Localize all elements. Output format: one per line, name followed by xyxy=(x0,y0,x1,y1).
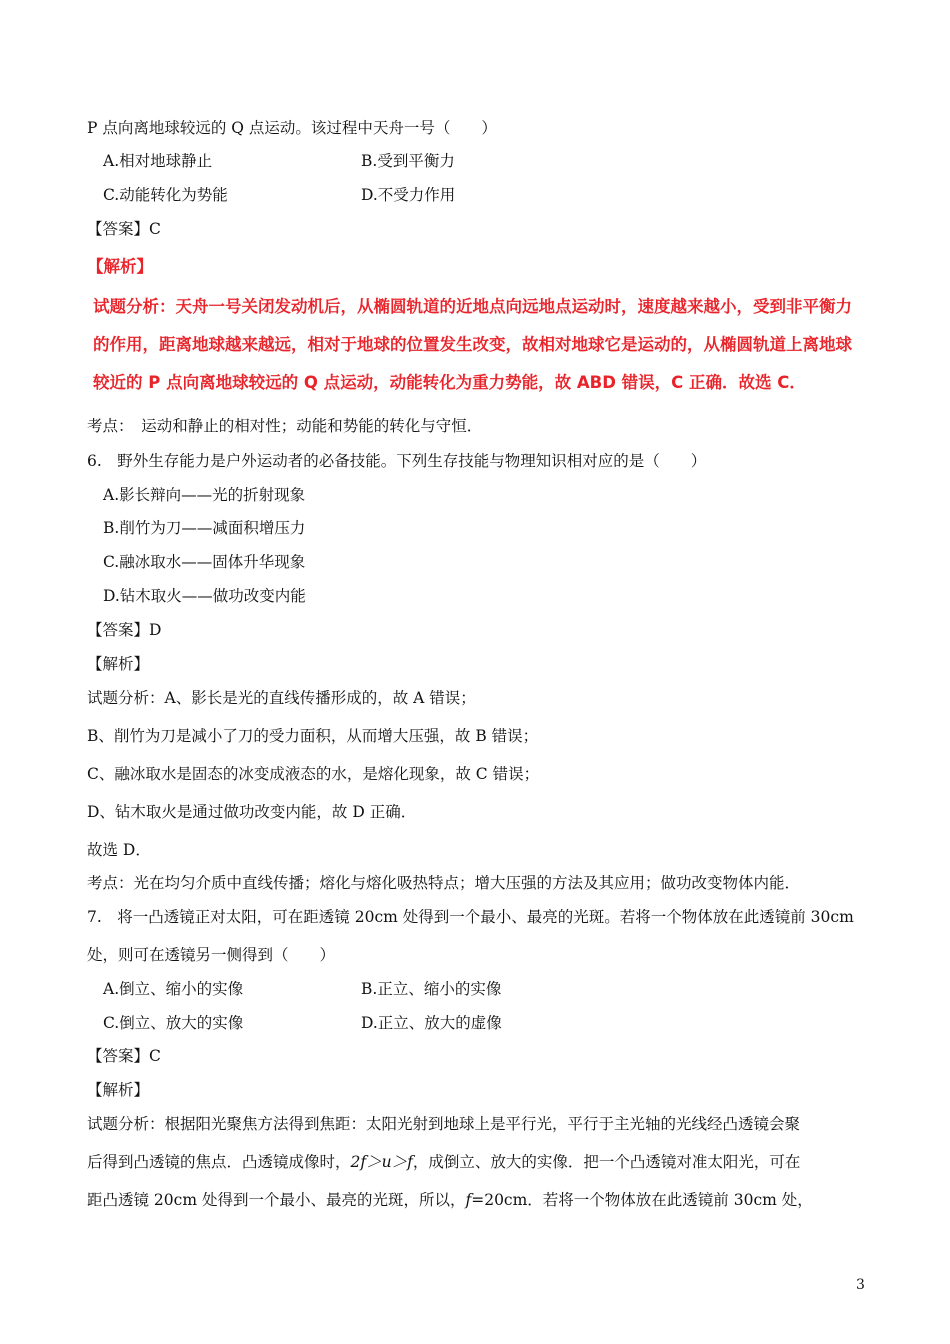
q6-option-d: D.钻木取火——做功改变内能 xyxy=(103,587,306,605)
q5-analysis-line-3: 较近的 P 点向离地球较远的 Q 点运动，动能转化为重力势能，故 ABD 错误，C 正确．故选 C． xyxy=(93,373,806,392)
q6-analysis-line-1: 试题分析：A、影长是光的直线传播形成的，故 A 错误； xyxy=(87,689,476,707)
q7-option-b: B.正立、缩小的实像 xyxy=(361,980,502,998)
q7-analysis-line-2-tail: ，成倒立、放大的实像．把一个凸透镜对准太阳光，可在 xyxy=(412,1153,801,1171)
q7-option-d: D.正立、放大的虚像 xyxy=(361,1014,502,1032)
q6-answer: 【答案】D xyxy=(87,621,162,639)
q6-analysis-line-4: D、钻木取火是通过做功改变内能，故 D 正确． xyxy=(87,803,417,821)
q7-option-a: A.倒立、缩小的实像 xyxy=(103,980,244,998)
q5-analysis-label: 【解析】 xyxy=(87,257,153,276)
q6-option-c: C.融冰取水——固体升华现象 xyxy=(103,553,306,571)
q7-option-c: C.倒立、放大的实像 xyxy=(103,1014,244,1032)
q5-option-b: B.受到平衡力 xyxy=(361,152,455,170)
q7-analysis-line-2 xyxy=(87,1152,800,1172)
q7-analysis-line-2-text: 后得到凸透镜的焦点．凸透镜成像时， xyxy=(87,1153,351,1171)
q6-analysis-line-3: C、融冰取水是固态的冰变成液态的水，是熔化现象，故 C 错误； xyxy=(87,765,540,783)
q7-stem-line-2: 处，则可在透镜另一侧得到（ ） xyxy=(87,946,336,964)
q7-analysis-line-3-tail: =20cm．若将一个物体放在此透镜前 30cm 处， xyxy=(471,1191,813,1209)
q5-option-a: A.相对地球静止 xyxy=(103,152,213,170)
q7-analysis-line-3 xyxy=(87,1190,813,1210)
q5-stem-tail: P 点向离地球较远的 Q 点运动。该过程中天舟一号（ ） xyxy=(87,119,497,137)
q5-kaodian: 考点： 运动和静止的相对性；动能和势能的转化与守恒． xyxy=(87,417,483,435)
q7-analysis-line-1: 试题分析：根据阳光聚焦方法得到焦距：太阳光射到地球上是平行光，平行于主光轴的光线经凸透镜会聚 xyxy=(87,1115,801,1133)
q5-option-c: C.动能转化为势能 xyxy=(103,186,228,204)
q6-kaodian: 考点：光在均匀介质中直线传播；熔化与熔化吸热特点；增大压强的方法及其应用；做功改变物体内能． xyxy=(87,874,801,892)
q6-stem: 6. 野外生存能力是户外运动者的必备技能。下列生存技能与物理知识相对应的是（ ） xyxy=(87,452,707,470)
q7-stem-line-1: 7. 将一凸透镜正对太阳，可在距透镜 20cm 处得到一个最小、最亮的光斑。若将一个物体放在此透镜前 30cm xyxy=(87,908,854,926)
q5-analysis-line-2: 的作用，距离地球越来越远，相对于地球的位置发生改变，故相对地球它是运动的，从椭圆轨道上离地球 xyxy=(93,335,852,354)
q7-focal-symbol: f xyxy=(465,1191,472,1209)
q6-analysis-line-5: 故选 D． xyxy=(87,841,151,859)
q5-option-d: D.不受力作用 xyxy=(361,186,456,204)
page-number: 3 xyxy=(856,1277,865,1293)
q7-answer: 【答案】C xyxy=(87,1047,161,1065)
q7-inequality: 2f＞u＞f xyxy=(350,1153,413,1171)
q6-analysis-label: 【解析】 xyxy=(87,655,150,673)
q7-analysis-label: 【解析】 xyxy=(87,1081,150,1099)
q6-option-b: B.削竹为刀——减面积增压力 xyxy=(103,519,306,537)
q5-answer: 【答案】C xyxy=(87,220,161,238)
q5-analysis-line-1: 试题分析：天舟一号关闭发动机后，从椭圆轨道的近地点向远地点运动时，速度越来越小，受到非平衡力 xyxy=(93,297,852,316)
q6-option-a: A.影长辩向——光的折射现象 xyxy=(103,486,306,504)
q6-analysis-line-2: B、削竹为刀是减小了刀的受力面积，从而增大压强，故 B 错误； xyxy=(87,727,539,745)
q7-analysis-line-3-text: 距凸透镜 20cm 处得到一个最小、最亮的光斑，所以， xyxy=(87,1191,466,1209)
